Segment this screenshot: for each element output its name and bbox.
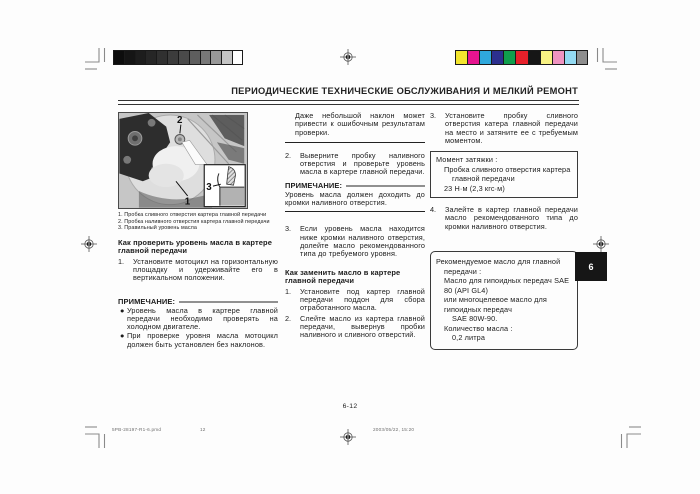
torque-item: Пробка сливного отверстия картера главной передачи [444, 164, 571, 184]
grayscale-swatch [221, 50, 232, 65]
note-underline [346, 185, 425, 186]
list-item [285, 315, 425, 340]
grayscale-swatch [124, 50, 135, 65]
grayscale-swatch [113, 50, 124, 65]
bullet-marker: ● [120, 305, 125, 315]
note-label: ПРИМЕЧАНИЕ: [118, 296, 176, 306]
page-number: 6-12 [342, 403, 358, 410]
note-label: ПРИМЕЧАНИЕ: [285, 180, 343, 190]
list-item-text: Залейте в картер главной передачи масло рекомендованного типа до кромки наливного отверстия. [445, 205, 578, 231]
column-middle [285, 112, 425, 342]
column-left [118, 112, 278, 349]
figure-caption-line: 3. Правильный уровень масла [118, 225, 198, 231]
registration-mark-left [81, 236, 97, 252]
figure-callout-1: 1 [184, 196, 191, 208]
footer-sheet-number: 12 [200, 427, 206, 432]
note-end-rule [285, 142, 425, 143]
footer-file-name: 5PB-28197-R1-6.pmd [112, 427, 162, 432]
color-swatch [467, 50, 479, 65]
color-calibration-bar [455, 50, 588, 65]
list-item [430, 112, 578, 145]
color-swatch [540, 50, 552, 65]
note-underline [179, 301, 278, 302]
list-item-number: 3. [430, 111, 437, 120]
section-heading-check-oil: Как проверить уровень масла в картере главной передачи [118, 237, 272, 256]
note-end-rule [285, 211, 425, 212]
section-tab: 6 [575, 252, 607, 281]
list-item-text: Установите под картер главной передачи поддон для сбора отработанного масла. [300, 286, 425, 313]
oil-spec-line: или многоцелевое масло для гипоидных передач [444, 295, 548, 314]
registration-mark-right [593, 236, 609, 252]
color-swatch [576, 50, 588, 65]
figure-caption-line: 1. Пробка сливного отверстия картера главной передачи [118, 212, 267, 218]
oil-spec-title: Рекомендуемое масло для главной передачи : [436, 257, 561, 276]
crop-mark-top-left [80, 44, 106, 74]
color-swatch [503, 50, 515, 65]
color-swatch [479, 50, 491, 65]
list-item-text: Если уровень масла находится ниже кромки наливного отверстия, долейте масло рекомендованного типа до требуемого уровня. [300, 224, 425, 259]
list-item-number: 1. [285, 286, 292, 296]
list-item-number: 3. [285, 224, 292, 234]
page-title: ПЕРИОДИЧЕСКИЕ ТЕХНИЧЕСКИЕ ОБСЛУЖИВАНИЯ И МЕЛКИЙ РЕМОНТ [231, 86, 578, 96]
list-item-text: Выверните пробку наливного отверстия и проверьте уровень масла в картере главной передачи. [300, 150, 425, 177]
oil-quantity-value: 0,2 литра [452, 333, 486, 343]
grayscale-swatch [135, 50, 146, 65]
list-item [285, 288, 425, 313]
grayscale-swatch [145, 50, 156, 65]
color-swatch [564, 50, 576, 65]
figure-final-drive [118, 112, 248, 209]
list-item-number: 1. [118, 256, 125, 266]
figure-caption-line: 2. Пробка наливного отверстия картера главной передачи [118, 218, 270, 225]
grayscale-swatch [200, 50, 211, 65]
grayscale-swatch [178, 50, 189, 65]
crop-mark-bottom-left [80, 422, 106, 452]
grayscale-calibration-bar [113, 50, 243, 65]
note-text: Уровень масла должен доходить до кромки наливного отверстия. [285, 189, 425, 208]
figure-callout-2: 2 [176, 114, 183, 126]
note-continuation-text: Даже небольшой наклон может привести к ошибочным результатам проверки. [295, 111, 425, 137]
list-item [285, 225, 425, 258]
note-bullet [118, 307, 278, 332]
oil-spec-line: SAE 80W-90. [452, 314, 498, 324]
header-rule [118, 100, 579, 105]
oil-spec-line: Масло для гипоидных передач SAE 80 (API GL4) [444, 276, 570, 295]
list-item [118, 258, 278, 283]
figure-callout-3: 3 [206, 182, 212, 194]
note-bullet-text: При проверке уровня масла мотоцикл должен быть установлен без наклонов. [127, 331, 278, 349]
note-header [285, 181, 425, 190]
oil-spec-box [430, 251, 578, 350]
list-item-number: 2. [285, 313, 292, 323]
color-swatch [491, 50, 503, 65]
note-bullet [118, 332, 278, 349]
section-heading-change-oil: Как заменить масло в картере главной передачи [285, 267, 401, 286]
color-swatch [552, 50, 564, 65]
color-swatch [528, 50, 540, 65]
note-header [118, 297, 278, 306]
crop-mark-top-right [596, 44, 622, 74]
list-item-text: Установите пробку сливного отверстия катера главной передачи на место и затяните ее с требуемым моментом. [445, 111, 578, 145]
note-bullet-text: Уровень масла в картере главной передачи необходимо проверять на холодном двигателе. [127, 305, 278, 332]
torque-title: Момент затяжки : [436, 155, 498, 165]
list-item-text: Слейте масло из картера главной передачи, вывернув пробки наливного и сливного отверстий. [300, 313, 425, 340]
bullet-marker: ● [120, 331, 125, 341]
figure-illustration [119, 113, 247, 208]
crop-mark-bottom-right [620, 422, 646, 452]
registration-mark-top [340, 49, 356, 65]
grayscale-swatch [232, 50, 243, 65]
oil-quantity-label: Количество масла : [444, 323, 513, 333]
grayscale-swatch [210, 50, 221, 65]
grayscale-swatch [167, 50, 178, 65]
color-swatch [515, 50, 527, 65]
torque-spec-box [430, 151, 578, 198]
list-item-text: Установите мотоцикл на горизонтальную площадку и удерживайте его в вертикальном положении. [133, 256, 278, 283]
list-item-number: 4. [430, 205, 437, 215]
grayscale-swatch [189, 50, 200, 65]
registration-mark-bottom [340, 429, 356, 445]
footer-timestamp: 2003/05/22, 15:20 [373, 427, 415, 432]
torque-value: 23 Н·м (2,3 кгс·м) [444, 183, 505, 193]
list-item [285, 152, 425, 177]
figure-caption [118, 212, 278, 232]
color-swatch [455, 50, 467, 65]
column-right [430, 112, 578, 350]
grayscale-swatch [156, 50, 167, 65]
list-item [430, 206, 578, 231]
list-item-number: 2. [285, 150, 292, 160]
